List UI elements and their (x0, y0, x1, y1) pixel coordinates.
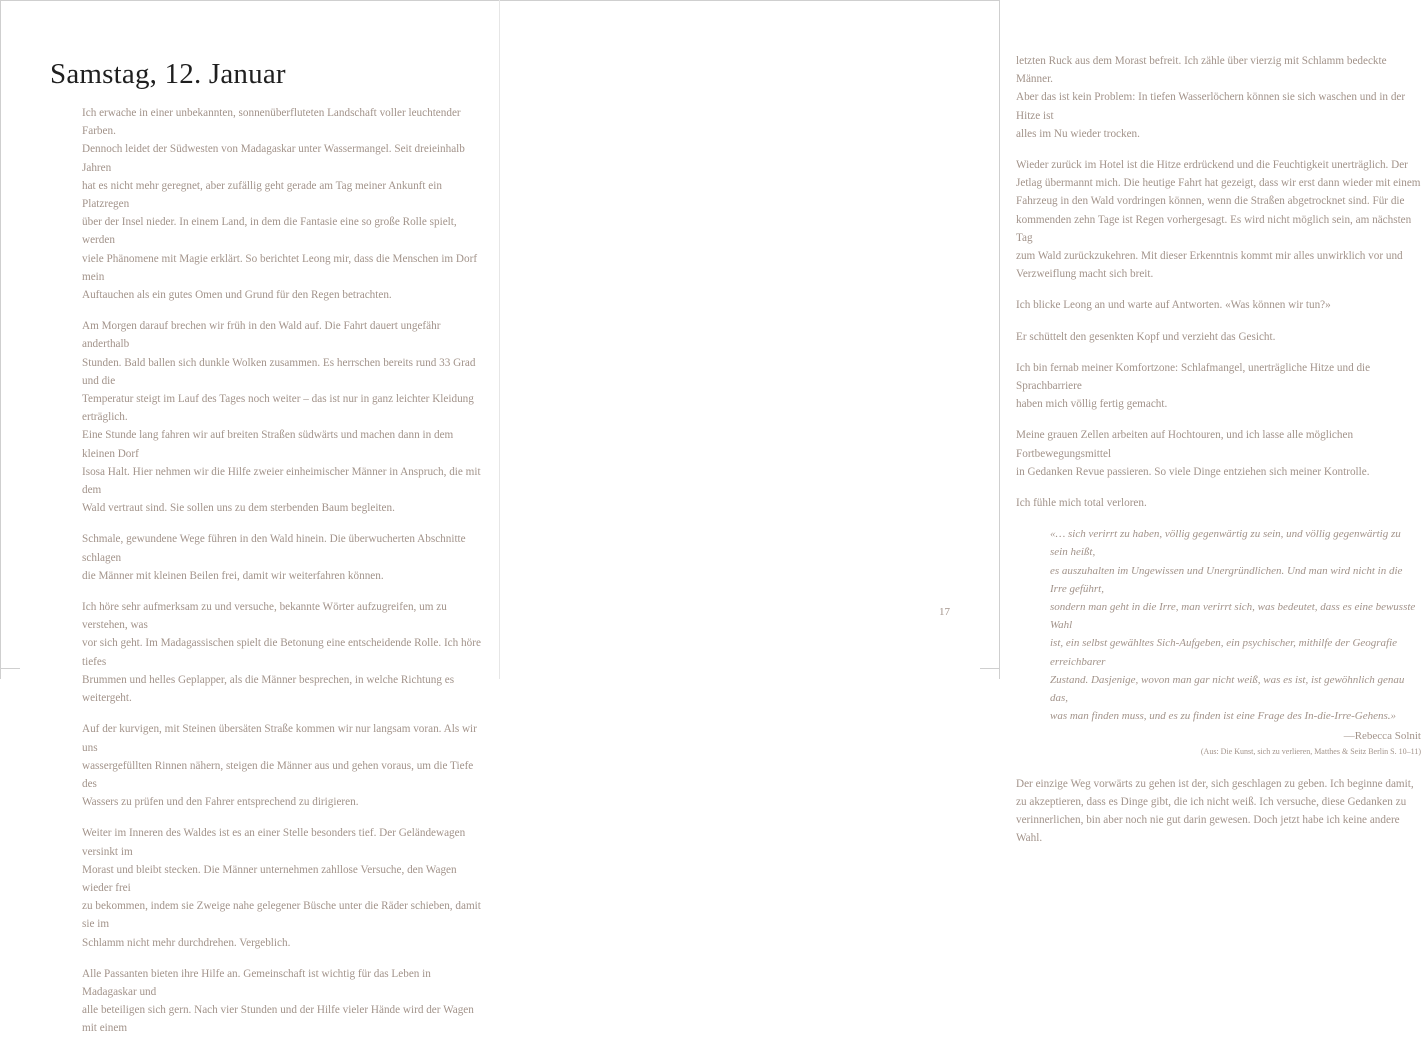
text-line: Dennoch leidet der Südwesten von Madagaskar unter Wassermangel. Seit dreieinhalb Jahren (82, 143, 465, 174)
quote-line: sondern man geht in die Irre, man verirrt sich, was bedeutet, dass es eine bewusste Wahl (1050, 601, 1416, 632)
text-line: Schmale, gewundene Wege führen in den Wald hinein. Die überwucherten Abschnitte schlagen (82, 533, 466, 564)
text-line: Wassers zu prüfen und den Fahrer entsprechend zu dirigieren. (82, 796, 359, 809)
text-line: Temperatur steigt im Lauf des Tages noch weiter – das ist nur in ganz leichter Kleidung erträglich. (82, 393, 474, 424)
body-paragraph (1016, 426, 1421, 481)
text-line: Der einzige Weg vorwärts zu gehen ist der, sich geschlagen zu geben. Ich beginne damit, (1016, 777, 1414, 790)
text-line: wassergefüllten Rinnen nähern, steigen die Männer aus und gehen voraus, um die Tiefe des (82, 759, 474, 790)
quote-line: ist, ein selbst gewähltes Sich-Aufgeben, ein psychischer, mithilfe der Geografie erreichbarer (1050, 637, 1398, 668)
body-paragraph (82, 104, 482, 304)
text-line: in Gedanken Revue passieren. So viele Dinge entziehen sich meiner Kontrolle. (1016, 465, 1370, 478)
text-line: Stunden. Bald ballen sich dunkle Wolken zusammen. Es herrschen bereits rund 33 Grad und die (82, 356, 476, 387)
body-paragraph (82, 530, 482, 585)
body-paragraph (82, 598, 482, 707)
quote-line: Zustand. Dasjenige, wovon man gar nicht weiß, was es ist, ist gewöhnlich genau das, (1050, 673, 1405, 705)
quote-line: es auszuhalten im Ungewissen und Unergründlichen. Und man wird nicht in die Irre geführt, (1050, 564, 1403, 595)
page-number: 17 (939, 606, 950, 618)
body-paragraph (1016, 328, 1421, 346)
text-line: Morast und bleibt stecken. Die Männer unternehmen zahllose Versuche, den Wagen wieder frei (82, 863, 457, 894)
text-line: Am Morgen darauf brechen wir früh in den Wald auf. Die Fahrt dauert ungefähr anderthalb (82, 320, 441, 351)
text-line: haben mich völlig fertig gemacht. (1016, 398, 1168, 411)
text-line: zu akzeptieren, dass es Dinge gibt, die ich nicht weiß. Ich versuche, diese Gedanken zu (1016, 795, 1407, 808)
text-line: alles im Nu wieder trocken. (1016, 127, 1140, 140)
body-paragraph (1016, 775, 1421, 848)
text-line: Verzweiflung macht sich breit. (1016, 268, 1154, 281)
text-line: Eine Stunde lang fahren wir auf breiten Straßen südwärts und machen dann in dem kleinen Dorf (82, 429, 454, 460)
body-paragraph (82, 824, 482, 951)
text-line: Ich bin fernab meiner Komfortzone: Schlafmangel, unerträgliche Hitze und die Sprachbarriere (1016, 361, 1371, 393)
text-line: Brummen und helles Geplapper, als die Männer besprechen, in welche Richtung es weitergeht. (82, 673, 455, 705)
text-line: Isosa Halt. Hier nehmen wir die Hilfe zweier einheimischer Männer in Anspruch, die mit dem (82, 465, 481, 497)
text-line: Weiter im Inneren des Waldes ist es an einer Stelle besonders tief. Der Geländewagen versinkt im (82, 827, 466, 858)
text-line: zu bekommen, indem sie Zweige nahe gelegener Büsche unter die Räder schieben, damit sie im (82, 900, 481, 931)
text-line: über der Insel nieder. In einem Land, in dem die Fantasie eine so große Rolle spielt, werden (82, 216, 457, 247)
text-line: Ich fühle mich total verloren. (1016, 497, 1147, 510)
text-line: Auftauchen als ein gutes Omen und Grund für den Regen betrachten. (82, 289, 392, 302)
body-paragraph (1016, 359, 1421, 414)
text-line: Alle Passanten bieten ihre Hilfe an. Gemeinschaft ist wichtig für das Leben in Madagaskar und (82, 967, 431, 998)
text-line: Meine grauen Zellen arbeiten auf Hochtouren, und ich lasse alle möglichen Fortbewegungsmittel (1016, 429, 1354, 460)
quote-author: —Rebecca Solnit (1343, 729, 1421, 742)
chapter-title: Samstag, 12. Januar (50, 58, 286, 90)
text-line: Aber das ist kein Problem: In tiefen Wasserlöchern können sie sich waschen und in der Hitze ist (1016, 91, 1406, 122)
text-line: Fahrzeug in den Wald vordringen können, wenn die Straßen abgetrocknet sind. Für die (1016, 195, 1405, 208)
text-line: verinnerlichen, bin aber noch nie gut darin gewesen. Doch jetzt habe ich keine andere Wahl. (1016, 814, 1400, 845)
body-paragraph (1016, 296, 1421, 314)
body-paragraph (82, 965, 482, 1038)
left-body-text (82, 104, 482, 1051)
left-page (0, 0, 500, 1035)
body-paragraph (82, 720, 482, 811)
text-line: alle beteiligen sich gern. Nach vier Stunden und der Hilfe vieler Hände wird der Wagen mit einem (82, 1004, 474, 1035)
right-page (500, 0, 1421, 845)
text-line: vor sich geht. Im Madagassischen spielt die Betonung eine entscheidende Rolle. Ich höre tiefes (82, 637, 481, 668)
text-line: Schlamm nicht mehr durchdrehen. Vergeblich. (82, 936, 291, 949)
text-line: Er schüttelt den gesenkten Kopf und verzieht das Gesicht. (1016, 330, 1276, 343)
text-line: Wald vertraut sind. Sie sollen uns zu dem sterbenden Baum begleiten. (82, 502, 395, 515)
text-line: kommenden zehn Tage ist Regen vorhergesagt. Es wird nicht möglich sein, am nächsten Tag (1016, 213, 1412, 244)
text-line: Ich erwache in einer unbekannten, sonnenüberfluteten Landschaft voller leuchtender Farben. (82, 107, 461, 138)
quote-line: «… sich verirrt zu haben, völlig gegenwärtig zu sein, und völlig gegenwärtig zu sein heißt, (1050, 528, 1401, 559)
block-quote (1050, 525, 1421, 758)
text-line: die Männer mit kleinen Beilen frei, damit wir weiterfahren können. (82, 569, 384, 582)
right-body-text (1016, 52, 1421, 861)
body-paragraph (1016, 156, 1421, 283)
text-line: hat es nicht mehr geregnet, aber zufällig geht gerade am Tag meiner Ankunft ein Platzregen (82, 179, 442, 211)
text-line: letzten Ruck aus dem Morast befreit. Ich zähle über vierzig mit Schlamm bedeckte Männer. (1016, 55, 1387, 86)
body-paragraph (82, 317, 482, 517)
body-paragraph (1016, 494, 1421, 512)
quote-source: (Aus: Die Kunst, sich zu verlieren, Matthes & Seitz Berlin S. 10–11) (1200, 746, 1421, 756)
text-line: Auf der kurvigen, mit Steinen übersäten Straße kommen wir nur langsam voran. Als wir uns (82, 723, 477, 754)
text-line: Jetlag übermannt mich. Die heutige Fahrt hat gezeigt, dass wir erst dann wieder mit einem (1016, 177, 1421, 190)
text-line: Wieder zurück im Hotel ist die Hitze erdrückend und die Feuchtigkeit unerträglich. Der (1016, 159, 1408, 172)
text-line: Ich höre sehr aufmerksam zu und versuche, bekannte Wörter aufzugreifen, um zu verstehen, was (82, 601, 447, 632)
quote-line: was man finden muss, und es zu finden ist eine Frage des In-die-Irre-Gehens.» (1050, 710, 1397, 723)
text-line: zum Wald zurückzukehren. Mit dieser Erkenntnis kommt mir alles unwirklich vor und (1016, 250, 1403, 263)
text-line: Ich blicke Leong an und warte auf Antworten. «Was können wir tun?» (1016, 299, 1331, 312)
text-line: viele Phänomene mit Magie erklärt. So berichtet Leong mir, dass die Menschen im Dorf mein (82, 252, 478, 283)
body-paragraph (1016, 52, 1421, 143)
